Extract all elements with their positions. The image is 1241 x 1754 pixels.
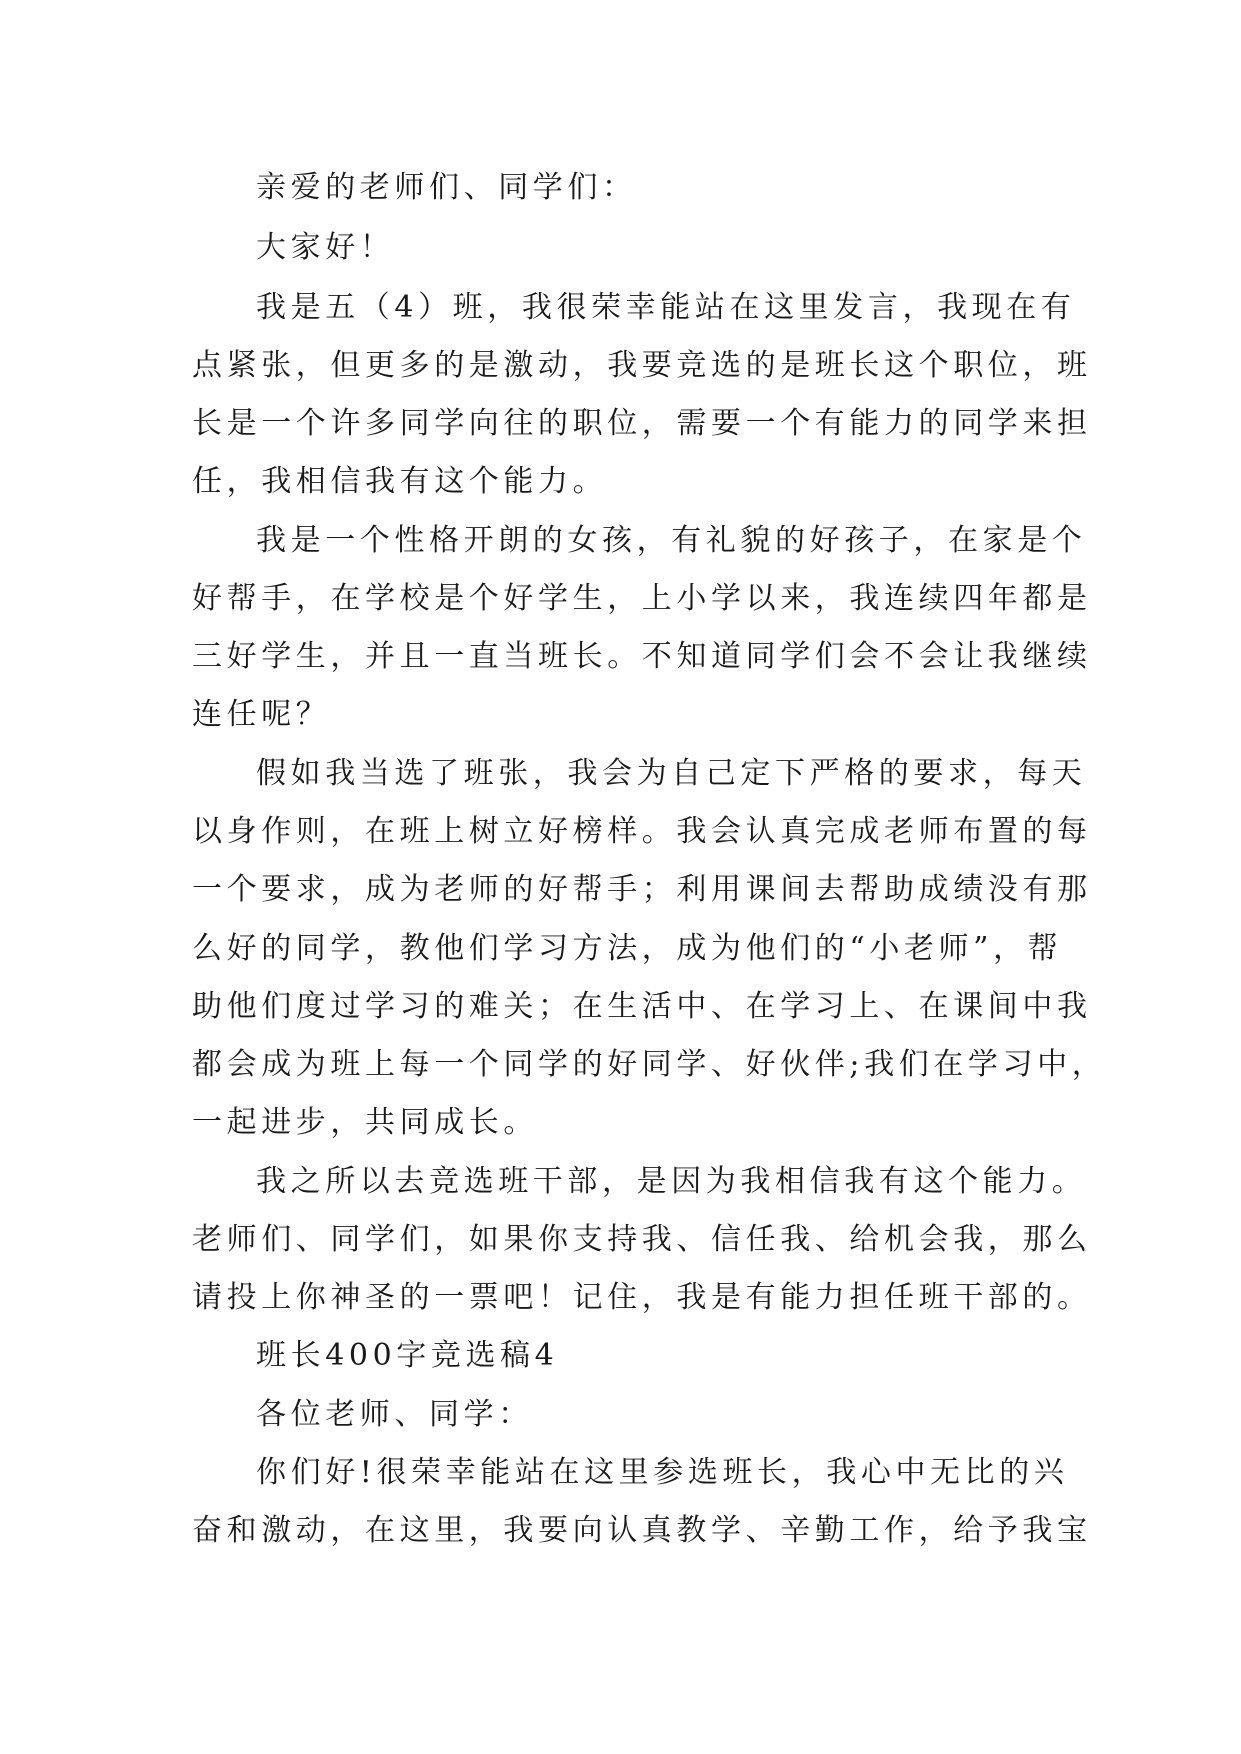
text-line: 好帮手，在学校是个好学生，上小学以来，我连续四年都是: [192, 581, 1092, 616]
text-line: 点紧张，但更多的是激动，我要竞选的是班长这个职位，班: [192, 348, 1092, 383]
text-line: 么好的同学，教他们学习方法，成为他们的“小老师”，帮: [192, 931, 1063, 966]
text-line: 我是五（4）班，我很荣幸能站在这里发言，我现在有: [256, 290, 1076, 325]
text-line: 奋和激动，在这里，我要向认真教学、辛勤工作，给予我宝: [192, 1513, 1092, 1548]
text-line: 三好学生，并且一直当班长。不知道同学们会不会让我继续: [192, 639, 1092, 674]
text-line: 任，我相信我有这个能力。: [192, 464, 608, 499]
section-heading: 班长400字竞选稿4: [256, 1338, 559, 1373]
text-line: 以身作则，在班上树立好榜样。我会认真完成老师布置的每: [192, 814, 1092, 849]
text-line: 各位老师、同学：: [256, 1397, 533, 1432]
text-line: 我之所以去竞选班干部，是因为我相信我有这个能力。: [256, 1164, 1087, 1199]
text-line: 大家好！: [256, 230, 395, 265]
text-line: 一起进步，共同成长。: [192, 1105, 538, 1140]
text-line: 助他们度过学习的难关；在生活中、在学习上、在课间中我: [192, 989, 1092, 1024]
text-line: 老师们、同学们，如果你支持我、信任我、给机会我，那么: [192, 1222, 1092, 1257]
text-line: 你们好!很荣幸能站在这里参选班长，我心中无比的兴: [256, 1455, 1069, 1490]
text-line: 一个要求，成为老师的好帮手；利用课间去帮助成绩没有那: [192, 872, 1092, 907]
text-line: 亲爱的老师们、同学们：: [256, 170, 637, 205]
text-line: 假如我当选了班张，我会为自己定下严格的要求，每天: [256, 756, 1087, 791]
text-line: 连任呢？: [192, 697, 331, 732]
text-line: 都会成为班上每一个同学的好同学、好伙伴;我们在学习中，: [192, 1047, 1107, 1082]
text-line: 我是一个性格开朗的女孩，有礼貌的好孩子，在家是个: [256, 523, 1087, 558]
text-line: 长是一个许多同学向往的职位，需要一个有能力的同学来担: [192, 406, 1092, 441]
text-line: 请投上你神圣的一票吧！记住，我是有能力担任班干部的。: [192, 1280, 1092, 1315]
